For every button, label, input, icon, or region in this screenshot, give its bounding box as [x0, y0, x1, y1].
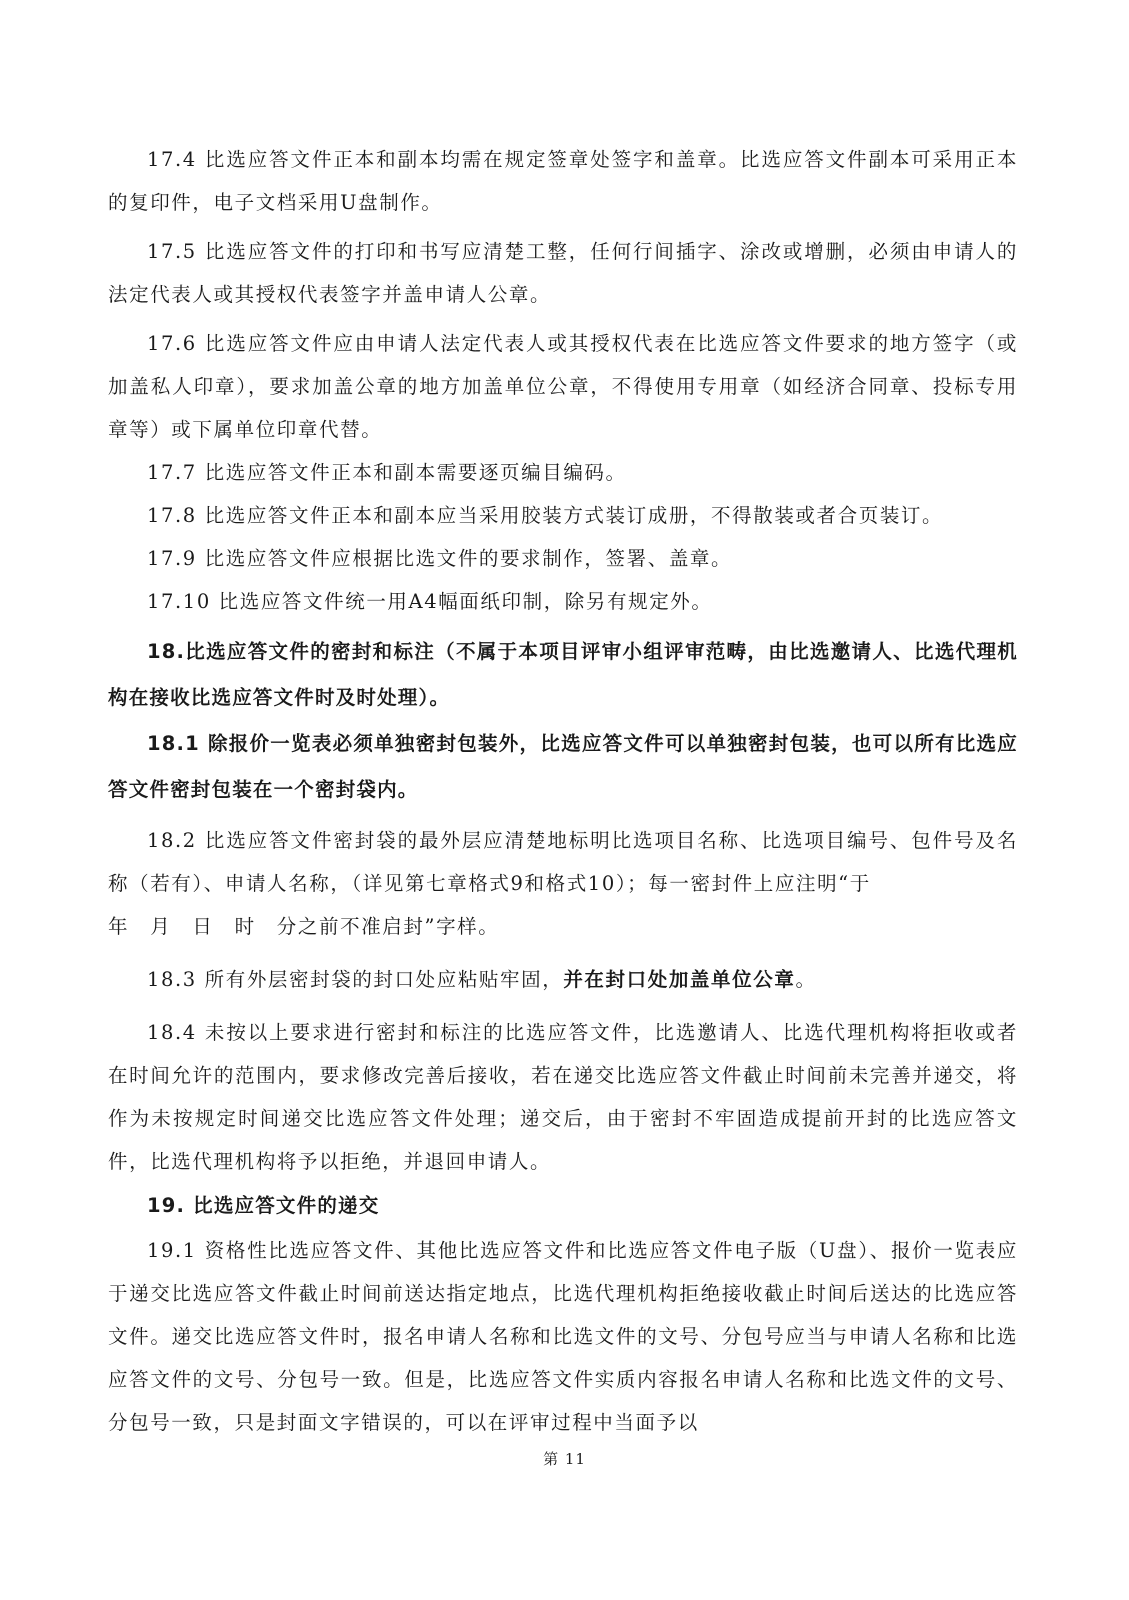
section-heading-18: 18.比选应答文件的密封和标注（不属于本项目评审小组评审范畴，由比选邀请人、比选代理机构在接收比选应答文件时及时处理）。	[108, 640, 1018, 709]
paragraph-17-5: 17.5 比选应答文件的打印和书写应清楚工整，任何行间插字、涂改或增删，必须由申请人的法定代表人或其授权代表签字并盖申请人公章。	[108, 240, 1018, 306]
paragraph-17-8: 17.8 比选应答文件正本和副本应当采用胶装方式装订成册，不得散装或者合页装订。	[147, 504, 944, 527]
paragraph-18-3-end: 。	[795, 968, 817, 991]
paragraph-18-2	[108, 819, 1018, 905]
paragraph-18-3	[108, 958, 1018, 1001]
paragraph-18-4: 18.4 未按以上要求进行密封和标注的比选应答文件，比选邀请人、比选代理机构将拒收或者在时间允许的范围内，要求修改完善后接收，若在递交比选应答文件截止时间前未完善并递交，将作为未按规定时间递交比选应答文件处理；递交后，由于密封不牢固造成提前开封的比选应答文件，比选代理机构将予以拒绝，并退回申请人。	[108, 1021, 1018, 1173]
paragraph-17-6: 17.6 比选应答文件应由申请人法定代表人或其授权代表在比选应答文件要求的地方签字（或加盖私人印章），要求加盖公章的地方加盖单位公章，不得使用专用章（如经济合同章、投标专用章等）或下属单位印章代替。	[108, 332, 1018, 441]
paragraph-17-4: 17.4 比选应答文件正本和副本均需在规定签章处签字和盖章。比选应答文件副本可采用正本的复印件，电子文档采用U盘制作。	[108, 148, 1018, 214]
paragraph-17-7: 17.7 比选应答文件正本和副本需要逐页编目编码。	[147, 461, 627, 484]
paragraph-18-1: 18.1 除报价一览表必须单独密封包装外，比选应答文件可以单独密封包装，也可以所有比选应答文件密封包装在一个密封袋内。	[108, 732, 1018, 801]
document-page	[108, 138, 1018, 1444]
paragraph-19-1: 19.1 资格性比选应答文件、其他比选应答文件和比选应答文件电子版（U盘）、报价一览表应于递交比选应答文件截止时间前送达指定地点，比选代理机构拒绝接收截止时间后送达的比选应答文件。递交比选应答文件时，报名申请人名称和比选文件的文号、分包号应当与申请人名称和比选应答文件的文号、分包号一致。但是，比选应答文件实质内容报名申请人名称和比选文件的文号、分包号一致，只是封面文字错误的，可以在评审过程中当面予以	[108, 1239, 1018, 1434]
paragraph-18-2-continued: 年 月 日 时 分之前不准启封”字样。	[108, 915, 500, 938]
paragraph-17-10: 17.10 比选应答文件统一用A4幅面纸印制，除另有规定外。	[147, 590, 713, 613]
page-number: 第 11	[543, 1450, 586, 1468]
paragraph-18-3-emphasis: 并在封口处加盖单位公章	[563, 968, 796, 991]
paragraph-18-3-text: 18.3 所有外层密封袋的封口处应粘贴牢固，	[147, 968, 564, 991]
paragraph-18-2-text: 18.2 比选应答文件密封袋的最外层应清楚地标明比选项目名称、比选项目编号、包件号及名称（若有）、申请人名称，（详见第七章格式9和格式10）；每一密封件上应注明“于	[108, 829, 1018, 895]
section-heading-19: 19. 比选应答文件的递交	[147, 1194, 380, 1217]
paragraph-17-9: 17.9 比选应答文件应根据比选文件的要求制作，签署、盖章。	[147, 547, 733, 570]
